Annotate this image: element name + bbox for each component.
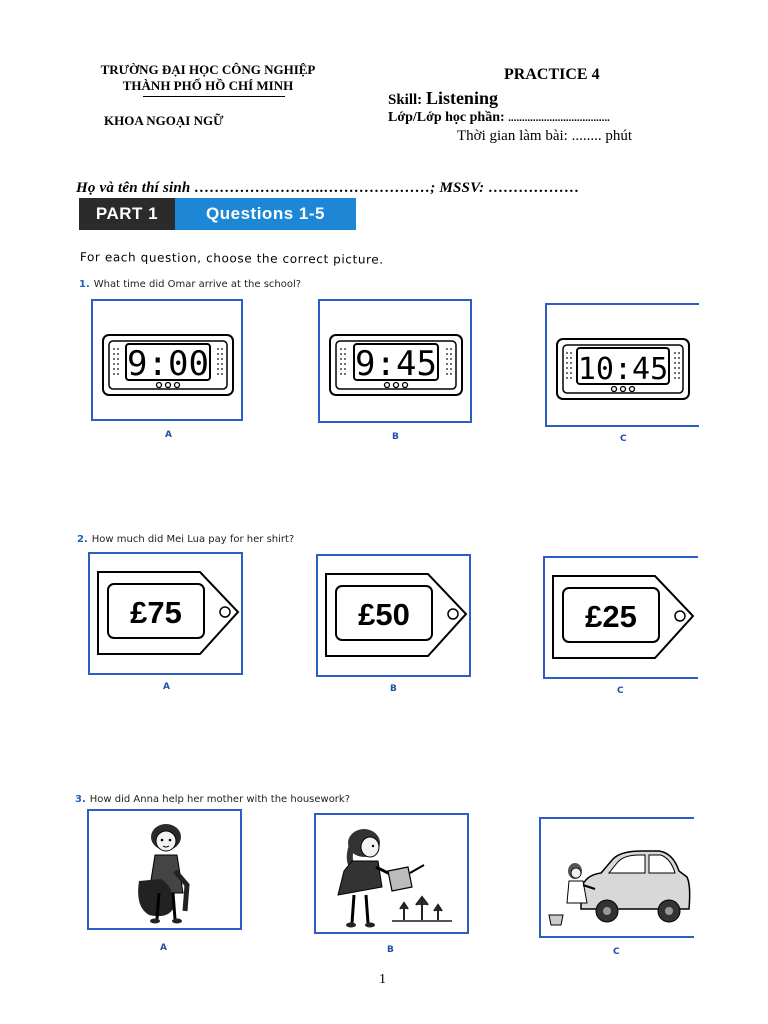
class-label: Lớp/Lớp học phần: bbox=[388, 110, 505, 125]
price-value: £75 bbox=[130, 595, 182, 630]
digital-clock-icon bbox=[547, 305, 699, 425]
option-label-2c: C bbox=[617, 686, 624, 696]
questions-range-label: Questions 1-5 bbox=[175, 198, 356, 230]
class-dots: ..................................... bbox=[508, 112, 610, 124]
header-underline bbox=[143, 96, 285, 97]
price-value: £50 bbox=[358, 597, 410, 632]
girl-washing-car-icon bbox=[541, 819, 694, 936]
question-1 bbox=[79, 274, 301, 292]
faculty-name: KHOA NGOẠI NGỮ bbox=[104, 113, 224, 128]
student-info-line: Họ và tên thí sinh ……………………..…………………; MSSV: ……………… bbox=[76, 180, 580, 196]
skill-value: Listening bbox=[425, 88, 498, 108]
clock-time: 10:45 bbox=[577, 352, 669, 387]
university-name-line2: THÀNH PHỐ HỒ CHÍ MINH bbox=[122, 78, 294, 93]
option-label-3c: C bbox=[613, 947, 620, 957]
option-label-3a: A bbox=[160, 943, 167, 953]
page-number: 1 bbox=[379, 972, 386, 987]
question-text: How did Anna help her mother with the housework? bbox=[89, 794, 351, 805]
option-box-1a[interactable] bbox=[91, 299, 243, 421]
question-number: 2. bbox=[77, 534, 88, 545]
skill-line bbox=[388, 88, 498, 109]
option-label-1c: C bbox=[620, 434, 627, 444]
clock-time: 9:00 bbox=[127, 344, 209, 384]
option-box-2a[interactable] bbox=[88, 552, 243, 675]
option-label-1b: B bbox=[392, 432, 399, 442]
option-label-2a: A bbox=[163, 682, 170, 692]
option-box-1b[interactable] bbox=[318, 299, 472, 423]
girl-carrying-rubbish-bag-icon bbox=[89, 811, 240, 928]
question-number: 1. bbox=[79, 279, 90, 290]
option-label-2b: B bbox=[390, 684, 397, 694]
option-label-3b: B bbox=[387, 945, 394, 955]
question-3 bbox=[75, 789, 350, 807]
clock-time: 9:45 bbox=[355, 344, 437, 384]
instruction-text: For each question, choose the correct picture. bbox=[79, 250, 384, 267]
digital-clock-icon bbox=[320, 301, 470, 421]
practice-title: PRACTICE 4 bbox=[504, 66, 600, 83]
skill-label: Skill: bbox=[388, 92, 423, 108]
price-tag-icon bbox=[545, 558, 698, 677]
class-line bbox=[388, 110, 610, 126]
price-value: £25 bbox=[585, 599, 637, 634]
part-label: PART 1 bbox=[79, 198, 175, 230]
option-label-1a: A bbox=[165, 430, 172, 440]
price-tag-icon bbox=[90, 554, 241, 673]
option-box-2b[interactable] bbox=[316, 554, 471, 677]
time-line: Thời gian làm bài: ........ phút bbox=[457, 128, 632, 144]
question-text: How much did Mei Lua pay for her shirt? bbox=[91, 534, 295, 545]
question-2 bbox=[77, 529, 294, 547]
option-box-2c[interactable] bbox=[543, 556, 698, 679]
university-name-line1: TRƯỜNG ĐẠI HỌC CÔNG NGHIỆP bbox=[100, 62, 316, 77]
girl-watering-plants-icon bbox=[316, 815, 467, 932]
option-box-1c[interactable] bbox=[545, 303, 699, 427]
question-text: What time did Omar arrive at the school? bbox=[93, 279, 302, 290]
option-box-3a[interactable] bbox=[87, 809, 242, 930]
option-box-3c[interactable] bbox=[539, 817, 694, 938]
digital-clock-icon bbox=[93, 301, 241, 419]
question-number: 3. bbox=[75, 794, 86, 805]
price-tag-icon bbox=[318, 556, 469, 675]
option-box-3b[interactable] bbox=[314, 813, 469, 934]
